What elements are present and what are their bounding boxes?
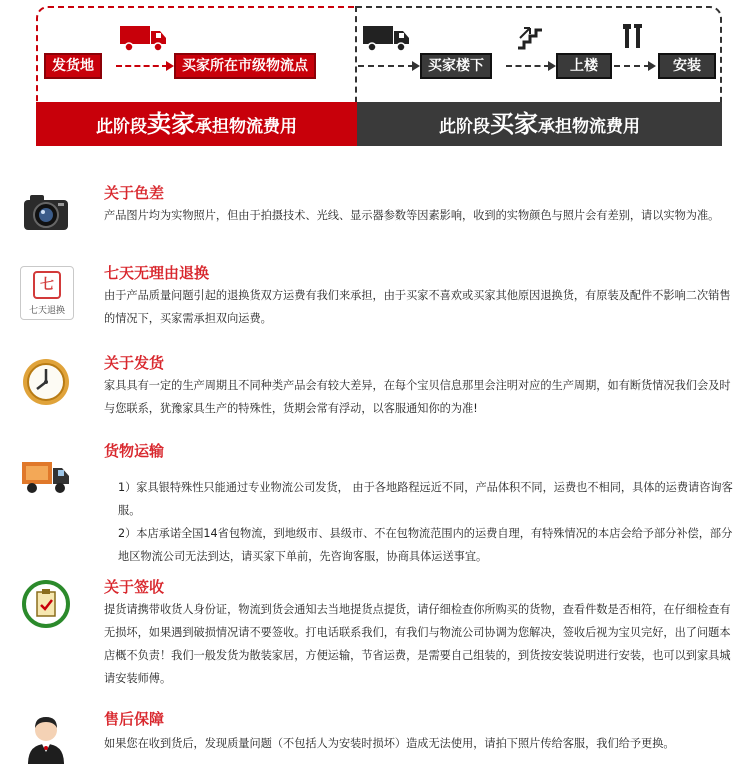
seller-cost-footer (36, 102, 357, 146)
logistics-banner (36, 6, 722, 146)
camera-icon (20, 186, 72, 238)
section-transport (0, 440, 750, 563)
customer-service-avatar (20, 712, 72, 764)
section-body (104, 204, 734, 227)
section-title: 货物运输 (104, 442, 165, 460)
clipboard-check-icon (20, 578, 72, 630)
section-body (104, 284, 734, 330)
stage-install: 安装 (658, 53, 716, 79)
footer-left-big: 卖家 (147, 110, 195, 138)
clock-icon (20, 356, 72, 408)
arrow-1 (116, 65, 168, 67)
section-shipping (0, 352, 750, 424)
section-signing (0, 576, 750, 686)
seven-day-label: 七天退换 (28, 306, 65, 316)
stairs-icon (516, 24, 546, 50)
section-seven-day-return (0, 262, 750, 332)
section-after-sales (0, 708, 750, 770)
section-title: 关于发货 (104, 354, 165, 372)
truck-icon (20, 450, 72, 502)
buyer-cost-footer (357, 102, 722, 146)
footer-right-pre: 此阶段 (439, 117, 490, 137)
paragraph: 如果您在收到货后，发现质量问题（不包括人为安装时损坏）造成无法使用，请拍下照片传给客服，我们给予更换。 (104, 737, 675, 750)
seven-glyph: 七 (33, 271, 61, 299)
stage-downstairs: 买家楼下 (420, 53, 492, 79)
arrow-2 (358, 65, 414, 67)
footer-right-big: 买家 (490, 110, 538, 138)
footer-right-post: 承担物流费用 (538, 117, 640, 137)
section-body (104, 476, 734, 568)
stage-upstairs: 上楼 (556, 53, 612, 79)
footer-left-post: 承担物流费用 (195, 117, 297, 137)
section-color-difference (0, 176, 750, 246)
truck-icon (363, 24, 411, 52)
section-body (104, 374, 734, 420)
section-title: 关于色差 (104, 184, 165, 202)
paragraph: 产品图片均为实物照片，但由于拍摄技术、光线、显示器参数等因素影响，收到的实物颜色与照片会有差别，请以实物为准。 (104, 209, 720, 222)
section-body (104, 732, 734, 755)
truck-icon (120, 24, 168, 52)
section-title: 七天无理由退换 (104, 264, 210, 282)
footer-left-pre: 此阶段 (96, 117, 147, 137)
arrow-4 (614, 65, 650, 67)
stage-city-logistics: 买家所在市级物流点 (174, 53, 316, 79)
paragraph: 由于产品质量问题引起的退换货双方运费有我们来承担，由于买家不喜欢或买家其他原因退换货，有原装及配件不影响二次销售的情况下，买家需承担双向运费。 (104, 289, 731, 325)
arrow-3 (506, 65, 550, 67)
section-title: 关于签收 (104, 578, 165, 596)
paragraph: 家具具有一定的生产周期且不同种类产品会有较大差异，在每个宝贝信息那里会注明对应的生产周期，如有断货情况我们会及时与您联系，犹豫家具生产的特殊性，货期会常有浮动，以客服通知你的为准! (104, 379, 731, 415)
paragraph: 1）家具银特殊性只能通过专业物流公司发货， 由于各地路程远近不同，产品体积不同，运费也不相同，具体的运费请咨询客服。 (118, 481, 733, 517)
tools-icon (620, 22, 646, 50)
section-title: 售后保障 (104, 710, 165, 728)
paragraph: 提货请携带收货人身份证，物流到货会通知去当地提货点提货，请仔细检查你所购买的货物，查看件数是否相符，在仔细检查有无损坏，如果遇到破损情况请不要签收。打电话联系我们，有我们与物流公司协调为您解决，签收后视为宝贝完好，出了问题本店概不负责！我们一般发货为散装家居，方便运输，节省运费，是需要自己组装的，到货按安装说明进行安装，也可以到家具城请安装师傅。 (104, 603, 731, 685)
section-body (104, 598, 734, 690)
seven-day-return-icon (20, 266, 74, 320)
stage-origin: 发货地 (44, 53, 102, 79)
paragraph: 2）本店承诺全国14省包物流，到地级市、县级市、不在包物流范围内的运费自理，有特殊情况的本店会给予部分补偿，部分地区物流公司无法到达，请买家下单前，先咨询客服，协商具体运送事宜。 (118, 527, 733, 563)
